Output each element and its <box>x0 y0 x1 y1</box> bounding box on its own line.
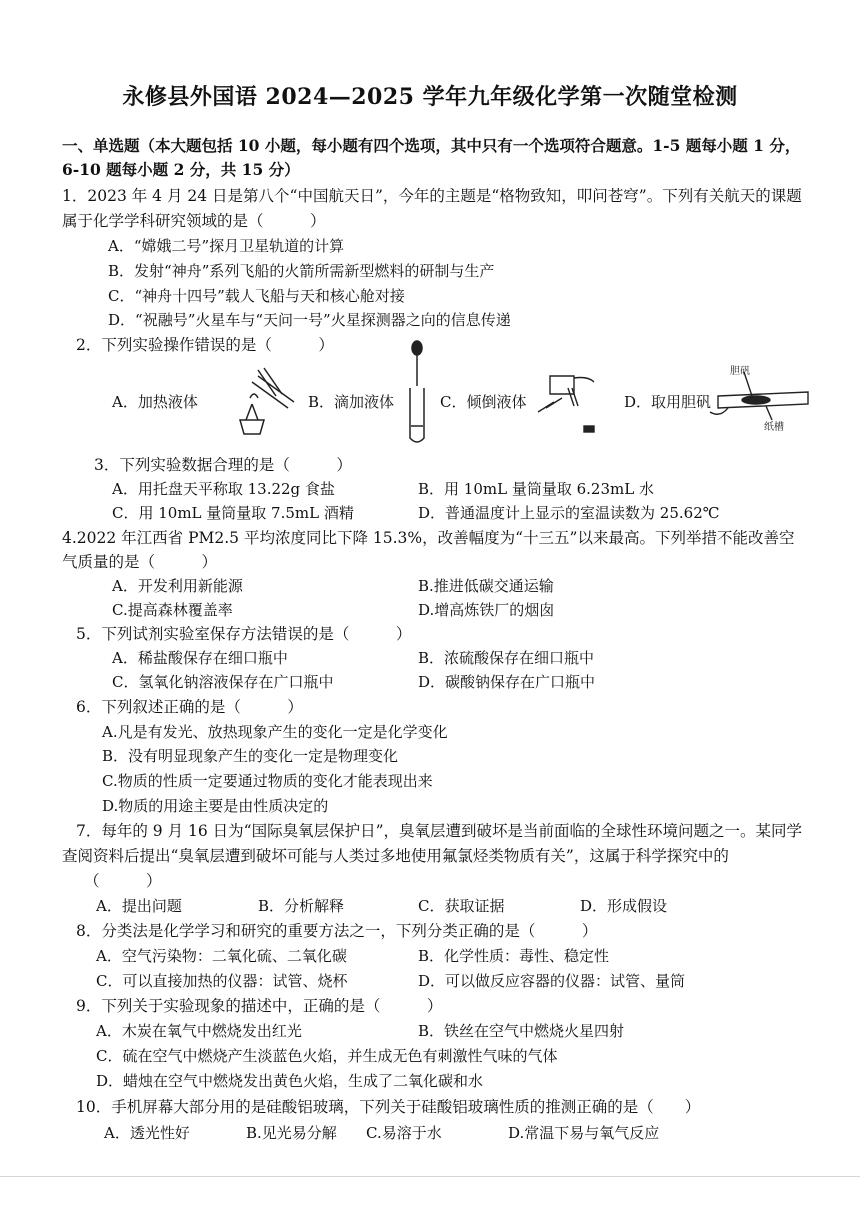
page-title: 永修县外国语 2024—2025 学年九年级化学第一次随堂检测 <box>122 84 738 110</box>
q6-option-b: B．没有明显现象产生的变化一定是物理变化 <box>102 747 399 765</box>
section-heading-line1: 一、单选题（本大题包括 10 小题，每小题有四个选项，其中只有一个选项符合题意。1-5 题每小题 1 分， <box>62 136 801 155</box>
q5-option-b: B．浓硫酸保存在细口瓶中 <box>418 649 595 667</box>
q3-stem: 3．下列实验数据合理的是（ ） <box>94 456 352 474</box>
q8-option-c: C．可以直接加热的仪器：试管、烧杯 <box>96 972 348 990</box>
q2-option-a: A．加热液体 <box>112 393 198 411</box>
q6-option-c: C.物质的性质一定要通过物质的变化才能表现出来 <box>102 772 433 790</box>
section-heading-line2: 6-10 题每小题 2 分，共 15 分） <box>62 160 300 179</box>
page-edge-divider <box>0 1176 860 1177</box>
taking-alum-figure <box>708 362 820 434</box>
q1-option-d: D．“祝融号”火星车与“天问一号”火星探测器之向的信息传递 <box>108 311 511 329</box>
q2-option-c: C．倾倒液体 <box>440 393 527 411</box>
q10-option-a: A．透光性好 <box>104 1124 190 1142</box>
q8-option-b: B．化学性质：毒性、稳定性 <box>418 947 610 965</box>
q7-option-c: C．获取证据 <box>418 897 505 915</box>
q1-stem-line2: 属于化学学科研究领域的是（ ） <box>62 212 326 230</box>
q7-stem-line1: 7．每年的 9 月 16 日为“国际臭氧层保护日”，臭氧层遭到破坏是当前面临的全球性环境问题之一。某同学 <box>76 822 803 840</box>
q3-option-a: A．用托盘天平称取 13.22g 食盐 <box>112 480 335 498</box>
q9-stem: 9．下列关于实验现象的描述中，正确的是（ ） <box>76 997 443 1015</box>
q9-option-c: C．硫在空气中燃烧产生淡蓝色火焰，并生成无色有刺激性气味的气体 <box>96 1047 558 1065</box>
fig-label-alum: 胆矾 <box>730 366 750 377</box>
q8-option-d: D．可以做反应容器的仪器：试管、量筒 <box>418 972 686 990</box>
q4-option-a: A．开发利用新能源 <box>112 577 243 595</box>
q10-option-b: B.见光易分解 <box>246 1124 337 1142</box>
q7-option-b: B．分析解释 <box>258 897 345 915</box>
q3-option-b: B．用 10mL 量筒量取 6.23mL 水 <box>418 480 654 498</box>
q9-option-b: B．铁丝在空气中燃烧火星四射 <box>418 1022 625 1040</box>
q5-stem: 5．下列试剂实验室保存方法错误的是（ ） <box>76 625 412 643</box>
q3-option-c: C．用 10mL 量筒量取 7.5mL 酒精 <box>112 504 354 522</box>
q4-stem-line1: 4.2022 年江西省 PM2.5 平均浓度同比下降 15.3%，改善幅度为“十三五”以来最高。下列举措不能改善空 <box>62 529 795 547</box>
q1-option-c: C．“神舟十四号”载人飞船与天和核心舱对接 <box>108 287 405 305</box>
q8-stem: 8．分类法是化学学习和研究的重要方法之一，下列分类正确的是（ ） <box>76 922 598 940</box>
q4-option-c: C.提高森林覆盖率 <box>112 601 233 619</box>
q5-option-d: D．碳酸钠保存在广口瓶中 <box>418 673 596 691</box>
q6-stem: 6．下列叙述正确的是（ ） <box>76 698 303 716</box>
dropper-figure <box>402 340 432 448</box>
fig-label-paper-trough: 纸槽 <box>764 422 784 433</box>
q7-option-a: A．提出问题 <box>96 897 182 915</box>
q7-stem-line3: （ ） <box>84 872 162 890</box>
q2-option-d: D．取用胆矾 <box>624 393 712 411</box>
q10-option-c: C.易溶于水 <box>366 1124 442 1142</box>
q6-option-d: D.物质的用途主要是由性质决定的 <box>102 797 329 815</box>
q4-option-d: D.增高炼铁厂的烟囱 <box>418 601 555 619</box>
q8-option-a: A．空气污染物：二氧化硫、二氧化碳 <box>96 947 347 965</box>
q7-option-d: D．形成假设 <box>580 897 668 915</box>
q3-option-d: D．普通温度计上显示的室温读数为 25.62℃ <box>418 504 720 522</box>
pouring-liquid-figure <box>528 368 600 434</box>
q6-option-a: A.凡是有发光、放热现象产生的变化一定是化学变化 <box>102 723 448 741</box>
q4-option-b: B.推进低碳交通运输 <box>418 577 554 595</box>
q9-option-a: A．木炭在氧气中燃烧发出红光 <box>96 1022 302 1040</box>
q10-option-d: D.常温下易与氧气反应 <box>508 1124 660 1142</box>
q9-option-d: D．蜡烛在空气中燃烧发出黄色火焰，生成了二氧化碳和水 <box>96 1072 484 1090</box>
q1-option-b: B．发射“神舟”系列飞船的火箭所需新型燃料的研制与生产 <box>108 262 495 280</box>
q5-option-a: A．稀盐酸保存在细口瓶中 <box>112 649 288 667</box>
q1-stem-line1: 1．2023 年 4 月 24 日是第八个“中国航天日”，今年的主题是“格物致知，叩问苍穹”。下列有关航天的课题 <box>62 187 802 205</box>
q4-stem-line2: 气质量的是（ ） <box>62 553 218 571</box>
heating-liquid-figure <box>228 362 300 438</box>
q5-option-c: C．氢氧化钠溶液保存在广口瓶中 <box>112 673 334 691</box>
q7-stem-line2: 查阅资料后提出“臭氧层遭到破坏可能与人类过多地使用氟氯烃类物质有关”，这属于科学探究中的 <box>62 847 729 865</box>
q2-stem: 2．下列实验操作错误的是（ ） <box>76 336 334 354</box>
q2-option-b: B．滴加液体 <box>308 393 395 411</box>
q1-option-a: A．“嫦娥二号”探月卫星轨道的计算 <box>108 237 345 255</box>
q10-stem: 10．手机屏幕大部分用的是硅酸铝玻璃，下列关于硅酸铝玻璃性质的推测正确的是（ ） <box>76 1098 701 1116</box>
